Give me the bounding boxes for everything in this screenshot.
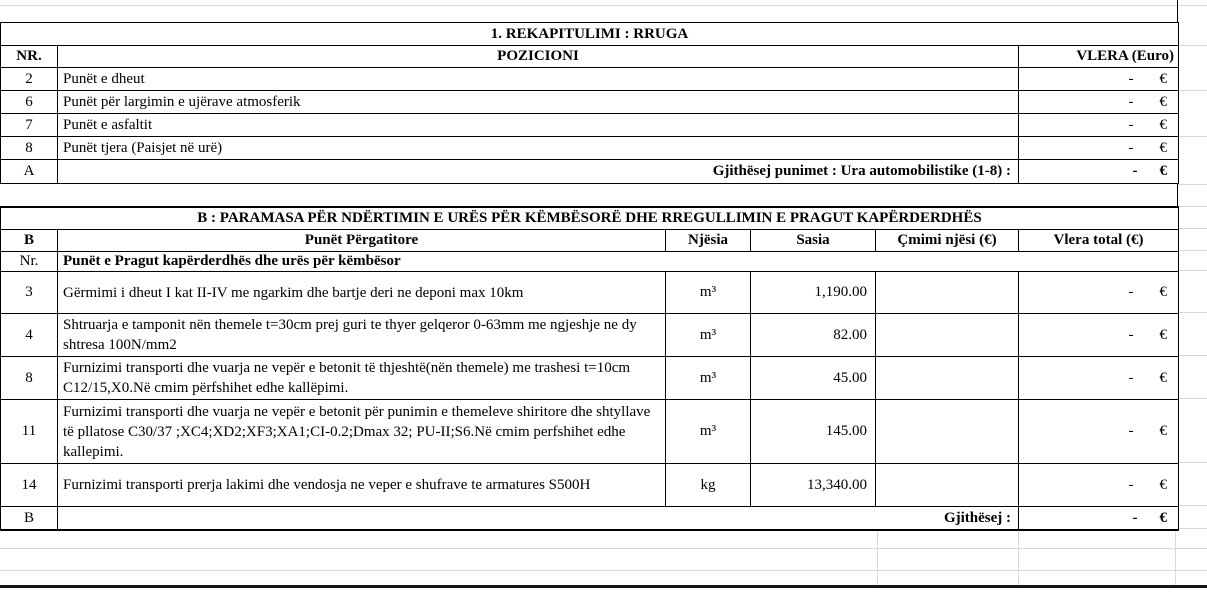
boq-row-unit[interactable]: kg [666,464,751,507]
boq-header-njesia[interactable]: Njësia [666,230,751,252]
gridline [1178,398,1207,399]
boq-row-unit[interactable]: m³ [666,400,751,464]
boq-row-unitprice-empty[interactable] [876,357,1019,400]
sheet-bottom-edge [0,585,1207,588]
gridline [1178,528,1207,529]
gridline [1178,270,1207,271]
boq-row-nr[interactable]: 8 [1,357,58,400]
recap-row-label[interactable]: Punët e dheut [58,68,1019,91]
boq-header-cmimi[interactable]: Çmimi njësi (€) [876,230,1019,252]
boq-row-quantity[interactable]: 82.00 [751,314,876,357]
table-row [1,400,1179,464]
table-row [1,314,1179,357]
euro-symbol: € [1159,509,1167,526]
recap-total-label[interactable]: Gjithësej punimet : Ura automobilistike (1-8) : [58,160,1019,184]
table-row [1,46,1179,68]
recap-header-nr[interactable]: NR. [1,46,58,68]
gridline [1178,355,1207,356]
euro-symbol: € [1159,93,1167,110]
boq-row-total[interactable] [1019,357,1179,400]
recap-table [0,22,1179,184]
table-row [1,357,1179,400]
boq-row-description[interactable]: Furnizimi transporti dhe vuarja ne vepër e betonit të thjeshtë(nën themele) me trashesi t=10cm C12/15,X0.Në cmim përfshihet edhe kallëpimi. [58,357,666,400]
recap-row-nr[interactable]: 7 [1,114,58,137]
boq-row-quantity[interactable]: 145.00 [751,400,876,464]
boq-total-b[interactable]: B [1,507,58,531]
boq-row-unitprice-empty[interactable] [876,464,1019,507]
accounting-dash: - [1128,369,1134,386]
table-row [1,91,1179,114]
boq-section-nr[interactable]: Nr. [1,252,58,272]
boq-row-nr[interactable]: 4 [1,314,58,357]
boq-total-value[interactable] [1019,507,1179,531]
gridline [1018,528,1019,586]
boq-row-description[interactable]: Furnizimi transporti prerja lakimi dhe vendosja ne veper e shufrave te armatures S500H [58,464,666,507]
boq-header-b[interactable]: B [1,230,58,252]
table-row [1,114,1179,137]
table-row [1,272,1179,314]
euro-symbol: € [1159,70,1167,87]
recap-title-cell[interactable]: 1. REKAPITULIMI : RRUGA [1,23,1179,46]
gridline [877,528,878,586]
boq-row-quantity[interactable]: 13,340.00 [751,464,876,507]
boq-table [0,206,1179,531]
gridline [1178,250,1207,251]
boq-row-total[interactable] [1019,400,1179,464]
recap-row-label[interactable]: Punët për largimin e ujërave atmosferik [58,91,1019,114]
boq-row-quantity[interactable]: 1,190.00 [751,272,876,314]
euro-symbol: € [1159,163,1167,179]
boq-row-nr[interactable]: 11 [1,400,58,464]
boq-header-sasia[interactable]: Sasia [751,230,876,252]
euro-symbol: € [1159,326,1167,343]
boq-row-unitprice-empty[interactable] [876,314,1019,357]
gridline [0,5,1207,6]
column-border-segment [1177,184,1178,207]
gridline [1178,462,1207,463]
euro-symbol: € [1159,139,1167,156]
euro-symbol: € [1159,476,1167,493]
boq-title-cell[interactable]: B : PARAMASA PËR NDËRTIMIN E URËS PËR KËMBËSORË DHE RREGULLIMIN E PRAGUT KAPËRDERDHËS [1,207,1179,230]
recap-row-nr[interactable]: 6 [1,91,58,114]
boq-row-nr[interactable]: 14 [1,464,58,507]
table-row [1,160,1179,184]
accounting-dash: - [1132,163,1138,179]
boq-row-unitprice-empty[interactable] [876,400,1019,464]
accounting-dash: - [1128,476,1134,493]
table-row [1,230,1179,252]
gridline [1178,45,1207,46]
gridline [0,548,1207,549]
boq-row-total[interactable] [1019,272,1179,314]
boq-total-label[interactable]: Gjithësej : [58,507,1019,531]
accounting-dash: - [1128,116,1134,133]
boq-row-total[interactable] [1019,314,1179,357]
gridline [1178,184,1207,185]
boq-row-unit[interactable]: m³ [666,272,751,314]
gridline [1178,90,1207,91]
table-row [1,137,1179,160]
gridline [1178,505,1207,506]
recap-row-label[interactable]: Punët e asfaltit [58,114,1019,137]
gridline [1175,528,1176,586]
recap-row-value[interactable] [1019,68,1179,91]
accounting-dash: - [1128,423,1134,439]
gridline [1178,136,1207,137]
euro-symbol: € [1159,284,1167,300]
boq-header-vlera[interactable]: Vlera total (€) [1019,230,1179,252]
euro-symbol: € [1159,116,1167,133]
recap-row-label[interactable]: Punët tjera (Paisjet në urë) [58,137,1019,160]
gridline [1178,228,1207,229]
boq-row-total[interactable] [1019,464,1179,507]
accounting-dash: - [1132,509,1138,526]
table-row [1,507,1179,531]
column-border-segment [1177,0,1178,23]
boq-row-description[interactable]: Gërmimi i dheut I kat II-IV me ngarkim dhe bartje deri ne deponi max 10km [58,272,666,314]
boq-row-description[interactable]: Furnizimi transporti dhe vuarja ne vepër e betonit për punimin e themeleve shiritore dhe shtyllave të pllatose C30/37 ;XC4;XD2;XF3;XA1;CI-0.2;Dmax 32; PU-II;S6.Në cmim perfshihet edhe kallepimi. [58,400,666,464]
euro-symbol: € [1159,423,1167,439]
recap-header-pozicioni[interactable]: POZICIONI [58,46,1019,68]
boq-section-label[interactable]: Punët e Pragut kapërderdhës dhe urës për këmbësor [58,252,1179,272]
euro-symbol: € [1159,369,1167,386]
boq-row-unitprice-empty[interactable] [876,272,1019,314]
recap-row-value[interactable] [1019,114,1179,137]
recap-row-nr[interactable]: 8 [1,137,58,160]
boq-row-quantity[interactable]: 45.00 [751,357,876,400]
boq-row-unit[interactable]: m³ [666,357,751,400]
accounting-dash: - [1128,326,1134,343]
table-row [1,23,1179,46]
recap-header-vlera[interactable]: VLERA (Euro) [1019,46,1179,68]
gridline [0,570,1207,571]
boq-header-pune[interactable]: Punët Përgatitore [58,230,666,252]
boq-row-unit[interactable]: m³ [666,314,751,357]
accounting-dash: - [1128,139,1134,156]
table-row [1,252,1179,272]
recap-row-nr[interactable]: 2 [1,68,58,91]
table-row [1,68,1179,91]
recap-row-value[interactable] [1019,91,1179,114]
gridline [1178,312,1207,313]
boq-row-nr[interactable]: 3 [1,272,58,314]
accounting-dash: - [1128,93,1134,110]
recap-total-value[interactable] [1019,160,1179,184]
recap-row-value[interactable] [1019,137,1179,160]
table-row [1,464,1179,507]
table-row [1,207,1179,230]
gridline [1178,206,1207,207]
boq-row-description[interactable]: Shtruarja e tamponit nën themele t=30cm prej guri te thyer gelqeror 0-63mm me ngjeshje ne dy shtresa 100N/mm2 [58,314,666,357]
accounting-dash: - [1128,70,1134,87]
recap-total-nr[interactable]: A [1,160,58,184]
accounting-dash: - [1128,284,1134,300]
